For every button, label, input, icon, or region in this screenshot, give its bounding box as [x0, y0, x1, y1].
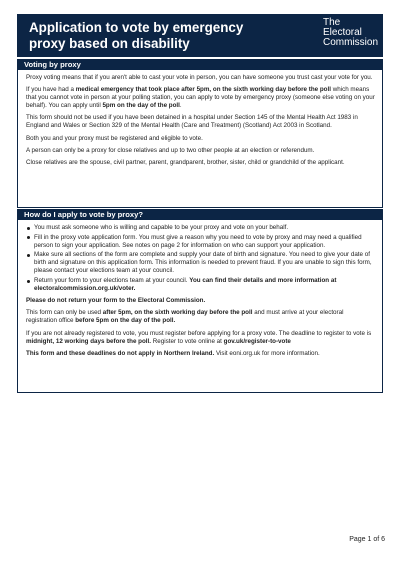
bold-text: after 5pm, on the sixth working day before the poll: [102, 309, 253, 317]
paragraph: [26, 350, 376, 358]
logo-line-3: Commission: [323, 37, 379, 48]
list-item: [26, 234, 376, 250]
list-item: [26, 251, 376, 275]
bold-text: This form and these deadlines do not apply in Northern Ireland.: [26, 349, 215, 357]
text-run: This form can only be used: [26, 309, 103, 317]
paragraph: Please do not return your form to the Electoral Commission.: [26, 297, 206, 305]
logo-line-2: Electoral: [323, 27, 362, 38]
bullet-icon: [27, 254, 30, 257]
bold-text: midnight, 12 working days before the poll.: [26, 337, 152, 345]
text-run: .: [179, 102, 182, 110]
logo-line-1: The: [323, 17, 341, 28]
paragraph: A person can only be a proxy for close relatives and up to two other people at an election or referendum.: [26, 146, 315, 154]
section-body: [18, 70, 382, 167]
bold-text: You can find their details and more information at electoralcommission.org.uk/voter.: [34, 277, 337, 293]
voting-by-proxy-section: [17, 59, 383, 208]
paragraph: Proxy voting means that if you aren't able to cast your vote in person, you can have someone you trust cast your vote for you.: [26, 74, 373, 81]
bold-text: gov.uk/register-to-vote: [223, 337, 291, 345]
list-item: [26, 224, 376, 232]
text-run: Visit eoni.org.uk for more information.: [214, 349, 320, 357]
bullet-icon: [27, 236, 30, 239]
paragraph: Both you and your proxy must be registered and eligible to vote.: [26, 134, 203, 142]
electoral-commission-logo: [323, 18, 385, 48]
paragraph: [26, 86, 376, 110]
text-run: which means that you cannot vote in person at your polling station, you can apply to vote by emergency proxy (someone else voting on your behalf). You can apply until: [26, 86, 375, 110]
list-item: [26, 277, 376, 293]
bold-text: medical emergency that took place after 5pm, on the sixth working day before the poll: [75, 86, 331, 94]
list-item-text: Make sure all sections of the form are complete and supply your date of birth and signature. You need to give your date of birth and signature on this application form. This information is needed to prevent fraud. If you are unable to sign this form, please contact your elections team at your council.: [34, 251, 372, 275]
list-item-text: Fill in the proxy vote application form. You must give a reason why you need to vote by proxy and may need a qualified person to sign your application. See notes on page 2 for information on who can support your application.: [34, 233, 362, 249]
text-run: If you have had a: [26, 86, 76, 94]
how-to-apply-section: [17, 209, 383, 393]
list-item-text: Return your form to your elections team at your council.: [34, 277, 190, 285]
page-header: [17, 14, 383, 57]
section-body: [18, 220, 382, 358]
bold-text: before 5pm on the day of the poll.: [75, 317, 176, 325]
paragraph: [26, 330, 376, 346]
text-run: If you are not already registered to vote, you must register before applying for a proxy vote. The deadline to register to vote is: [26, 329, 372, 337]
paragraph: [26, 309, 376, 325]
list-item-text: You must ask someone who is willing and capable to be your proxy and vote on your behalf.: [34, 224, 289, 231]
instructions-list: [26, 224, 376, 293]
section-heading: Voting by proxy: [18, 60, 382, 70]
paragraph: This form should not be used if you have been detained in a hospital under Section 145 of the Mental Health Act 1983 in England and Wales or Section 329 of the Mental Health (Care and Treatment) (Scotland) Act 2003 in Scotland.: [26, 114, 358, 130]
paragraph: Close relatives are the spouse, civil partner, parent, grandparent, brother, sister, child or grandchild of the applicant.: [26, 158, 345, 166]
page-number: Page 1 of 6: [349, 536, 385, 543]
text-run: and must arrive at your electoral registration office: [26, 309, 344, 325]
bullet-icon: [27, 280, 30, 283]
text-run: Register to vote online at: [151, 337, 224, 345]
bold-text: 5pm on the day of the poll: [102, 102, 180, 110]
section-heading: How do I apply to vote by proxy?: [18, 210, 382, 220]
page-title: Application to vote by emergency proxy based on disability: [29, 20, 244, 51]
bullet-icon: [27, 227, 30, 230]
